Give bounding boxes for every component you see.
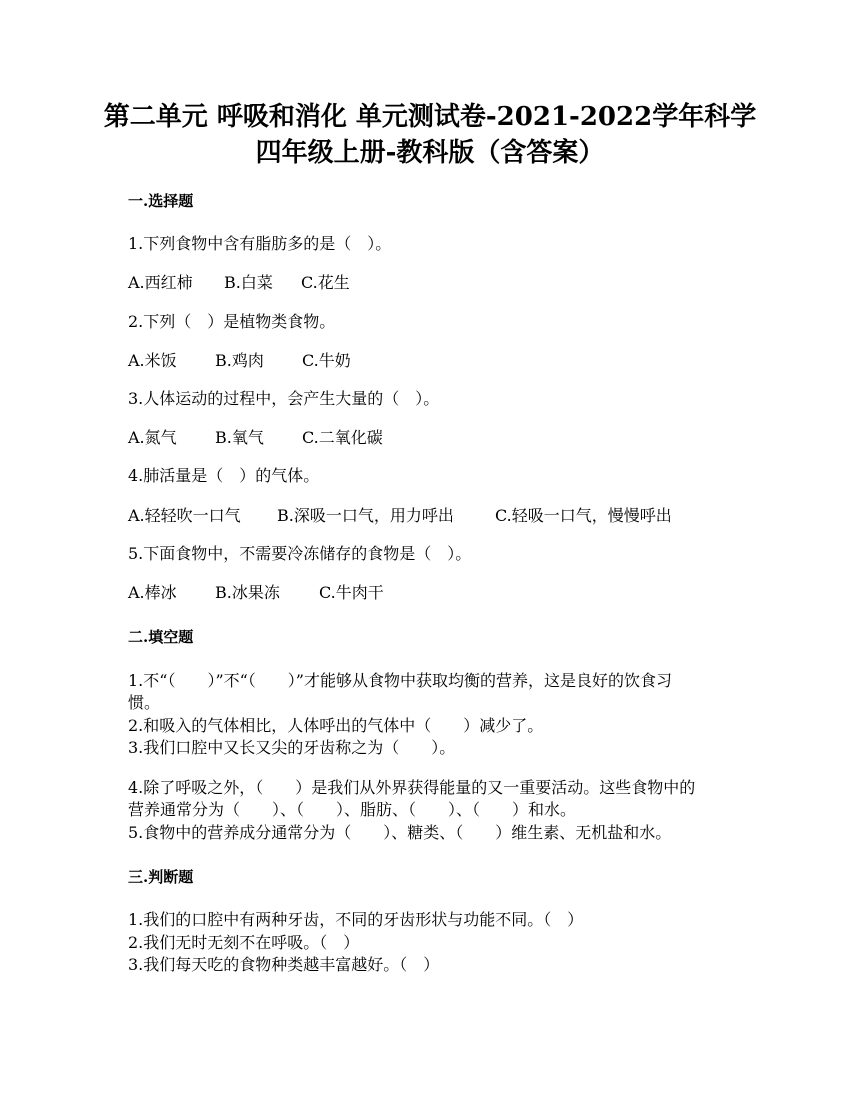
document-title-line-2: 四年级上册-教科版（含答案）: [255, 138, 605, 168]
option-c: C.二氧化碳: [302, 428, 383, 447]
options-5: [128, 583, 384, 603]
fill-line: 1.不“（ ）”不“（ ）”才能够从食物中获取均衡的营养，这是良好的饮食习: [128, 671, 672, 690]
option-b: B.白菜: [224, 273, 273, 292]
judge-line: 1.我们的口腔中有两种牙齿，不同的牙齿形状与功能不同。（ ）: [128, 910, 584, 929]
option-a: A.轻轻吹一口气: [128, 506, 241, 525]
option-c: C.花生: [301, 273, 350, 292]
option-b: B.鸡肉: [215, 351, 264, 370]
options-1: [128, 273, 350, 293]
section-heading-true-false: 三.判断题: [128, 868, 194, 886]
option-b: B.冰果冻: [215, 583, 280, 602]
section-heading-fill-blank: 二.填空题: [128, 628, 194, 646]
question-5: 5.下面食物中，不需要冷冻储存的食物是（ ）。: [128, 544, 472, 563]
document-title-line-1: 第二单元 呼吸和消化 单元测试卷-2021-2022学年科学: [103, 102, 757, 132]
options-4: [128, 506, 672, 526]
option-b: B.深吸一口气，用力呼出: [277, 506, 454, 525]
fill-line: 4.除了呼吸之外，（ ）是我们从外界获得能量的又一重要活动。这些食物中的: [128, 778, 696, 797]
option-a: A.西红柿: [128, 273, 193, 292]
option-a: A.米饭: [128, 351, 177, 370]
judge-line: 2.我们无时无刻不在呼吸。（ ）: [128, 933, 360, 952]
fill-line: 3.我们口腔中又长又尖的牙齿称之为（ ）。: [128, 738, 456, 757]
question-1: 1.下列食物中含有脂肪多的是（ ）。: [128, 234, 392, 253]
fill-line: 5.食物中的营养成分通常分为（ ）、糖类、（ ）维生素、无机盐和水。: [128, 823, 672, 842]
section-heading-choice: 一.选择题: [128, 192, 194, 210]
options-3: [128, 428, 383, 448]
option-c: C.牛奶: [302, 351, 351, 370]
fill-line: 惯。: [128, 693, 161, 712]
options-2: [128, 351, 351, 371]
option-a: A.棒冰: [128, 583, 177, 602]
fill-line: 2.和吸入的气体相比，人体呼出的气体中（ ）减少了。: [128, 716, 544, 735]
question-4: 4.肺活量是（ ）的气体。: [128, 466, 320, 485]
question-3: 3.人体运动的过程中，会产生大量的（ ）。: [128, 389, 440, 408]
option-c: C.牛肉干: [319, 583, 384, 602]
fill-line: 营养通常分为（ ）、（ ）、脂肪、（ ）、（ ）和水。: [128, 800, 577, 819]
question-2: 2.下列（ ）是植物类食物。: [128, 312, 336, 331]
option-b: B.氧气: [215, 428, 264, 447]
option-a: A.氮气: [128, 428, 177, 447]
judge-line: 3.我们每天吃的食物种类越丰富越好。（ ）: [128, 955, 440, 974]
option-c: C.轻吸一口气，慢慢呼出: [495, 506, 672, 525]
